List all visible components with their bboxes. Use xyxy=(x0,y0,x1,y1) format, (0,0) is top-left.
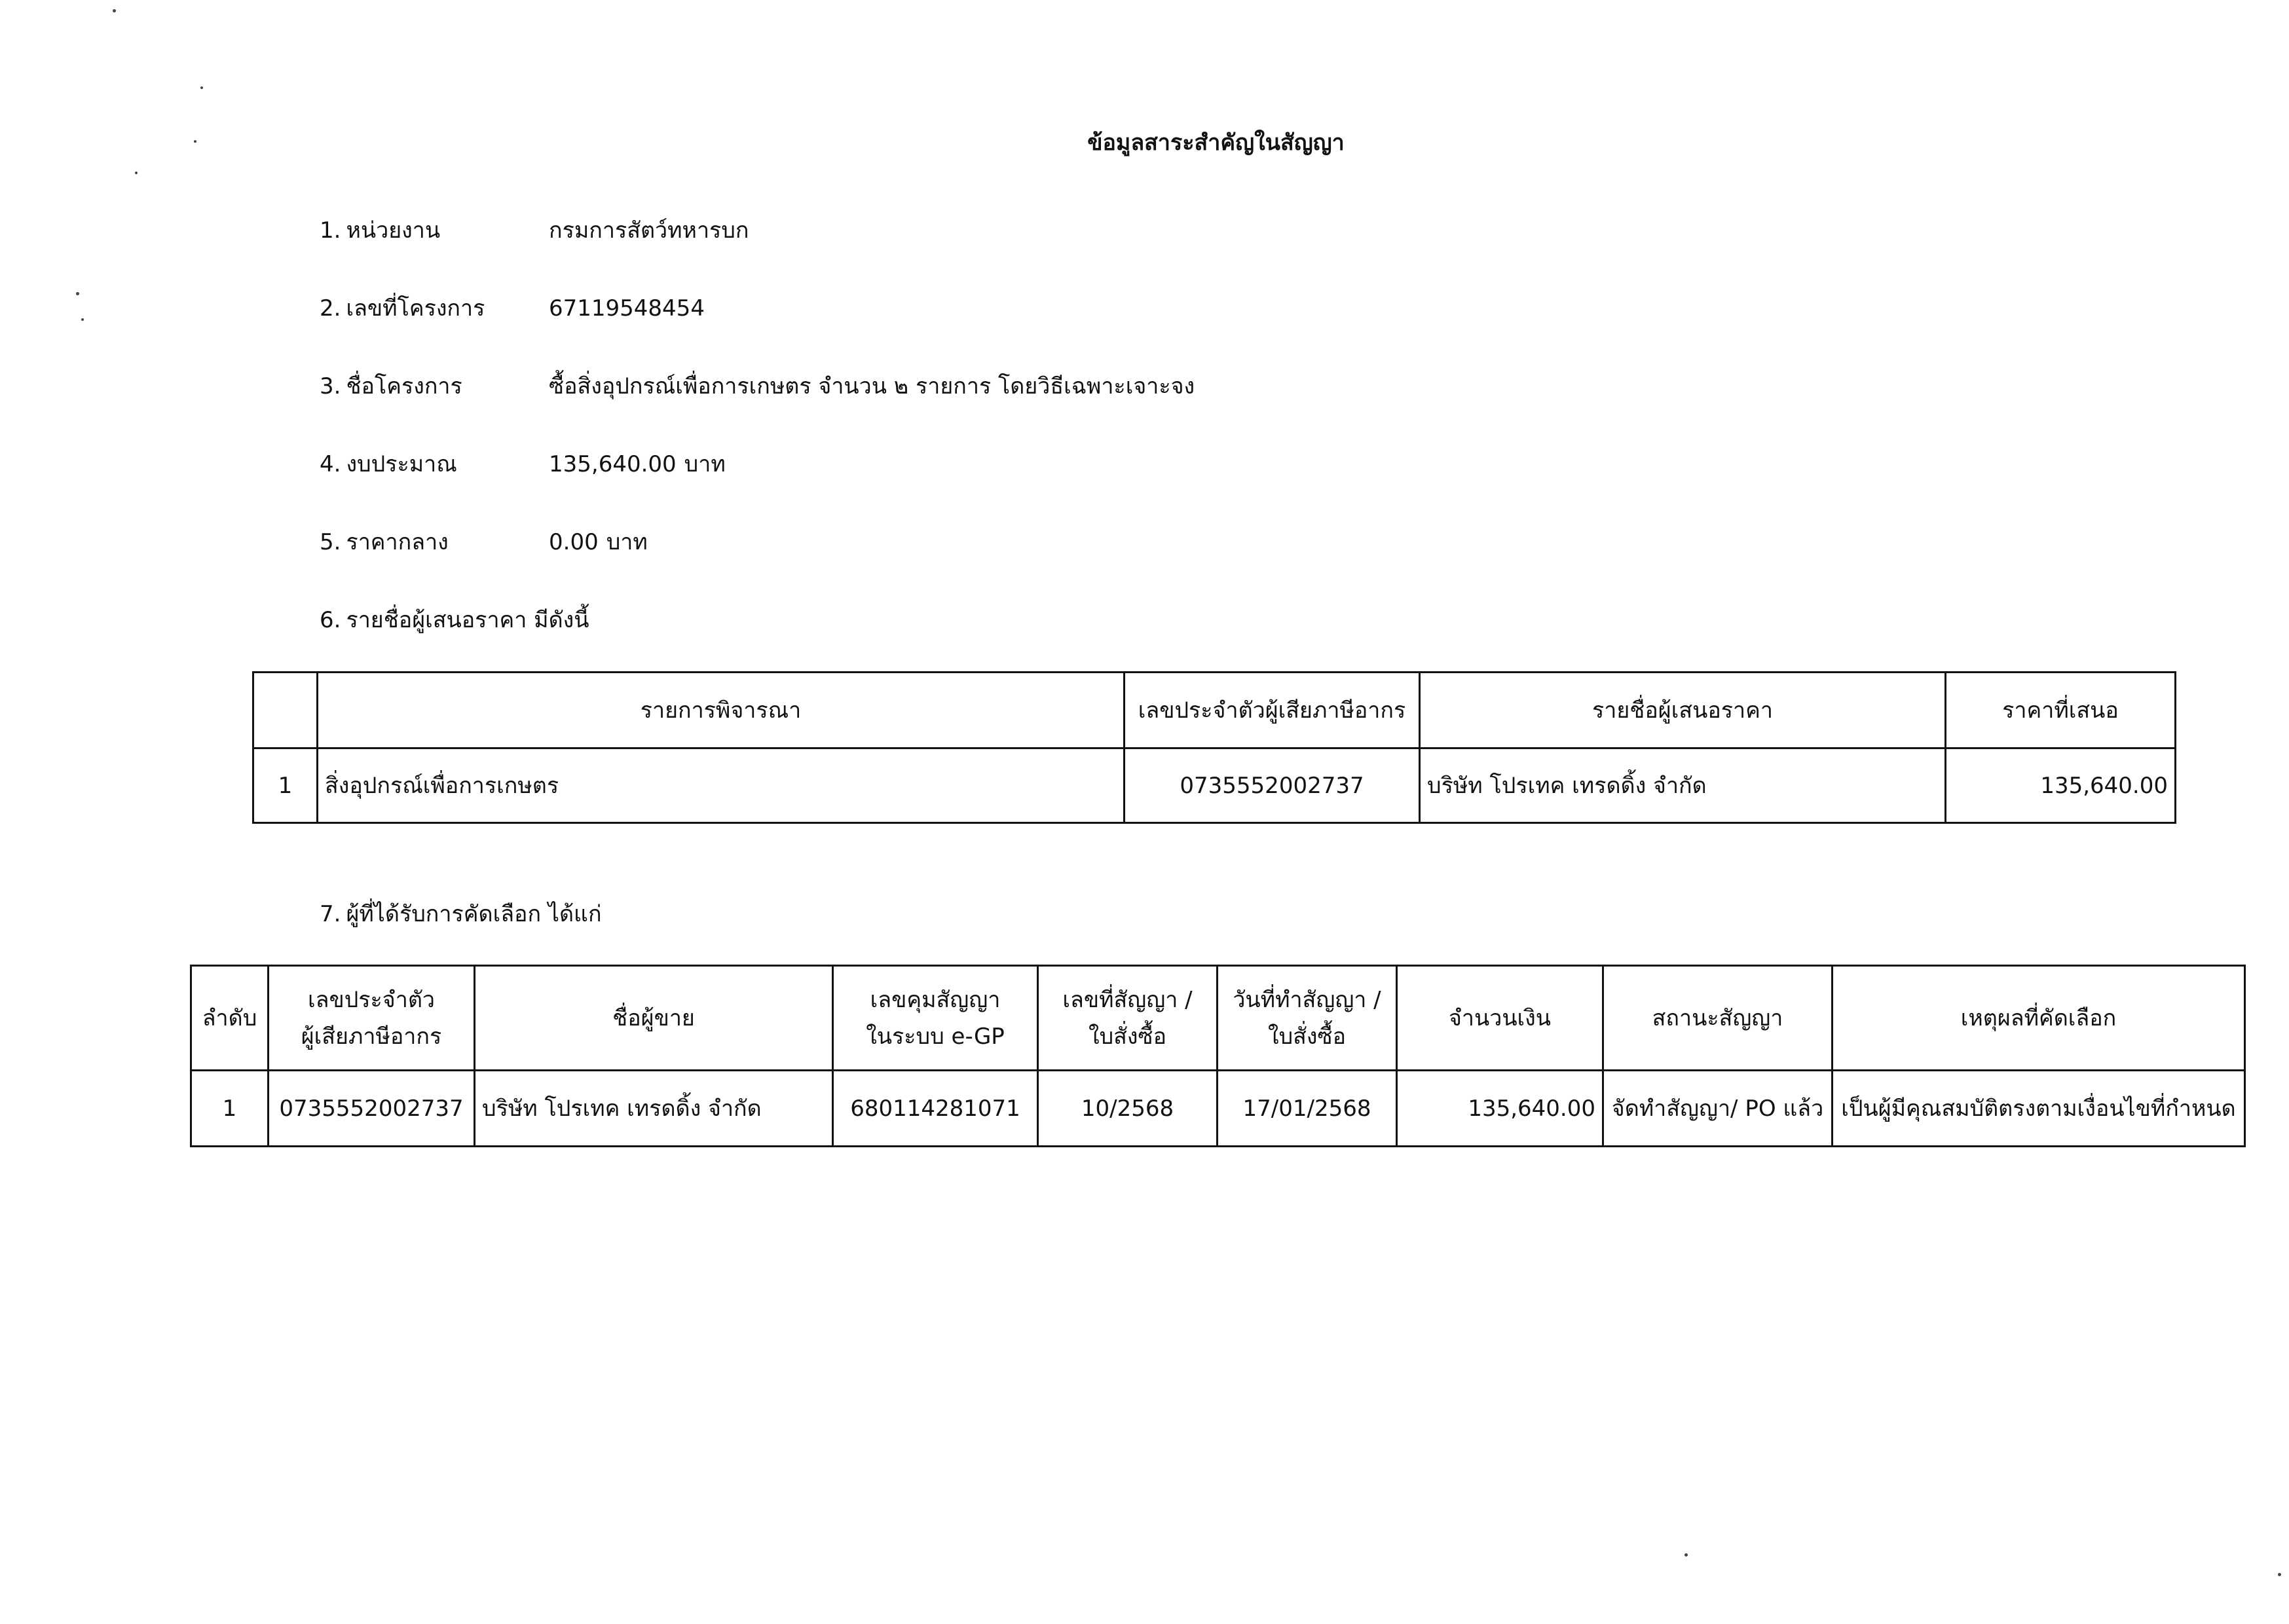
tax-id-cell: 0735552002737 xyxy=(1125,748,1420,823)
amount-cell: 135,640.00 xyxy=(1397,1071,1603,1147)
field-value: ซื้อสิ่งอุปกรณ์เพื่อการเกษตร จำนวน ๒ รายการ โดยวิธีเฉพาะเจาะจง xyxy=(549,373,1195,399)
table-row xyxy=(191,1071,2245,1147)
bidders-table xyxy=(252,671,2176,824)
scan-speck xyxy=(81,318,84,321)
section-heading: รายชื่อผู้เสนอราคา มีดังนี้ xyxy=(346,607,589,633)
bidders-heading xyxy=(320,600,589,640)
field-number: 1. xyxy=(320,217,341,244)
field-project-name xyxy=(320,367,1195,406)
column-header xyxy=(253,673,318,748)
tax-id-cell: 0735552002737 xyxy=(269,1071,475,1147)
table-header-row xyxy=(191,966,2245,1071)
column-header: สถานะสัญญา xyxy=(1603,966,1833,1071)
scan-speck xyxy=(200,86,203,89)
selected-table xyxy=(190,965,2246,1147)
field-label: ชื่อโครงการ xyxy=(346,373,462,399)
column-header: ลำดับ xyxy=(191,966,269,1071)
column-header: รายชื่อผู้เสนอราคา xyxy=(1420,673,1946,748)
contract-date-cell: 17/01/2568 xyxy=(1218,1071,1397,1147)
column-header: เลขประจำตัวผู้เสียภาษีอากร xyxy=(1125,673,1420,748)
field-unit: บาท xyxy=(606,529,648,555)
column-header: เหตุผลที่คัดเลือก xyxy=(1833,966,2245,1071)
field-median-price xyxy=(320,523,648,562)
row-number: 1 xyxy=(191,1071,269,1147)
field-label: หน่วยงาน xyxy=(346,217,441,244)
section-heading: ผู้ที่ได้รับการคัดเลือก ได้แก่ xyxy=(346,901,602,927)
field-number: 2. xyxy=(320,295,341,322)
bidder-cell: บริษัท โปรเทค เทรดดิ้ง จำกัด xyxy=(1420,748,1946,823)
table-header-row xyxy=(253,673,2176,748)
scan-speck xyxy=(1684,1553,1688,1557)
field-number: 7. xyxy=(320,901,341,927)
column-header: ชื่อผู้ขาย xyxy=(475,966,833,1071)
row-number: 1 xyxy=(253,748,318,823)
scan-speck xyxy=(76,292,79,295)
column-header: เลขประจำตัว ผู้เสียภาษีอากร xyxy=(269,966,475,1071)
field-number: 4. xyxy=(320,451,341,477)
scan-speck xyxy=(135,172,138,174)
field-agency xyxy=(320,211,749,250)
field-label: เลขที่โครงการ xyxy=(346,295,485,322)
scan-speck xyxy=(2278,1573,2281,1576)
selected-heading xyxy=(320,895,602,934)
seller-cell: บริษัท โปรเทค เทรดดิ้ง จำกัด xyxy=(475,1071,833,1147)
column-header: วันที่ทำสัญญา / ใบสั่งซื้อ xyxy=(1218,966,1397,1071)
field-value: กรมการสัตว์ทหารบก xyxy=(549,217,749,244)
field-value: 0.00 บาท xyxy=(549,529,648,555)
reason-cell: เป็นผู้มีคุณสมบัติตรงตามเงื่อนไขที่กำหนด xyxy=(1833,1071,2245,1147)
price-cell: 135,640.00 xyxy=(1946,748,2176,823)
field-number: 3. xyxy=(320,373,341,399)
field-value: 67119548454 xyxy=(549,295,705,322)
column-header: จำนวนเงิน xyxy=(1397,966,1603,1071)
field-budget xyxy=(320,445,726,484)
column-header: เลขที่สัญญา / ใบสั่งซื้อ xyxy=(1038,966,1218,1071)
field-label: งบประมาณ xyxy=(346,451,457,477)
field-number: 5. xyxy=(320,529,341,555)
page-title: ข้อมูลสาระสำคัญในสัญญา xyxy=(1087,130,1345,156)
table-row xyxy=(253,748,2176,823)
contract-number-cell: 10/2568 xyxy=(1038,1071,1218,1147)
field-label: ราคากลาง xyxy=(346,529,449,555)
item-cell: สิ่งอุปกรณ์เพื่อการเกษตร xyxy=(318,748,1125,823)
field-number: 6. xyxy=(320,607,341,633)
status-cell: จัดทำสัญญา/ PO แล้ว xyxy=(1603,1071,1833,1147)
control-number-cell: 680114281071 xyxy=(833,1071,1038,1147)
column-header: รายการพิจารณา xyxy=(318,673,1125,748)
column-header: ราคาที่เสนอ xyxy=(1946,673,2176,748)
field-unit: บาท xyxy=(684,451,726,477)
field-value: 135,640.00 บาท xyxy=(549,451,726,477)
column-header: เลขคุมสัญญา ในระบบ e-GP xyxy=(833,966,1038,1071)
field-project-number xyxy=(320,289,705,328)
scan-speck xyxy=(113,9,116,12)
